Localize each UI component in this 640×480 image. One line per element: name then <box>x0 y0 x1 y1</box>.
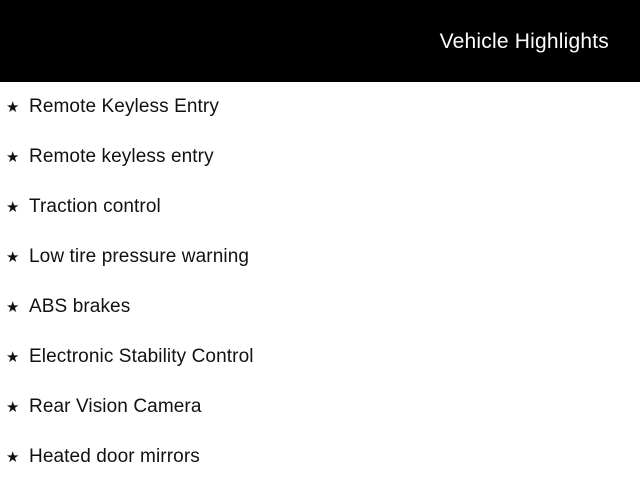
list-item-label: Remote Keyless Entry <box>29 96 219 118</box>
star-icon: ★ <box>6 298 20 316</box>
highlights-list <box>0 82 640 480</box>
list-item <box>0 382 640 432</box>
list-item-label: ABS brakes <box>29 296 131 318</box>
list-item <box>0 332 640 382</box>
list-item <box>0 182 640 232</box>
star-icon: ★ <box>6 198 20 216</box>
list-item <box>0 432 640 480</box>
star-icon: ★ <box>6 98 20 116</box>
header-bar <box>0 0 640 82</box>
star-icon: ★ <box>6 148 20 166</box>
list-item <box>0 282 640 332</box>
list-item-label: Electronic Stability Control <box>29 346 254 368</box>
star-icon: ★ <box>6 348 20 366</box>
list-item-label: Low tire pressure warning <box>29 246 250 268</box>
star-icon: ★ <box>6 448 20 466</box>
star-icon: ★ <box>6 398 20 416</box>
star-icon: ★ <box>6 248 20 266</box>
list-item-label: Traction control <box>29 196 161 218</box>
list-item <box>0 82 640 132</box>
list-item <box>0 232 640 282</box>
list-item-label: Rear Vision Camera <box>29 396 202 418</box>
page-title: Vehicle Highlights <box>439 29 609 53</box>
list-item <box>0 132 640 182</box>
list-item-label: Heated door mirrors <box>29 446 200 468</box>
list-item-label: Remote keyless entry <box>29 146 214 168</box>
